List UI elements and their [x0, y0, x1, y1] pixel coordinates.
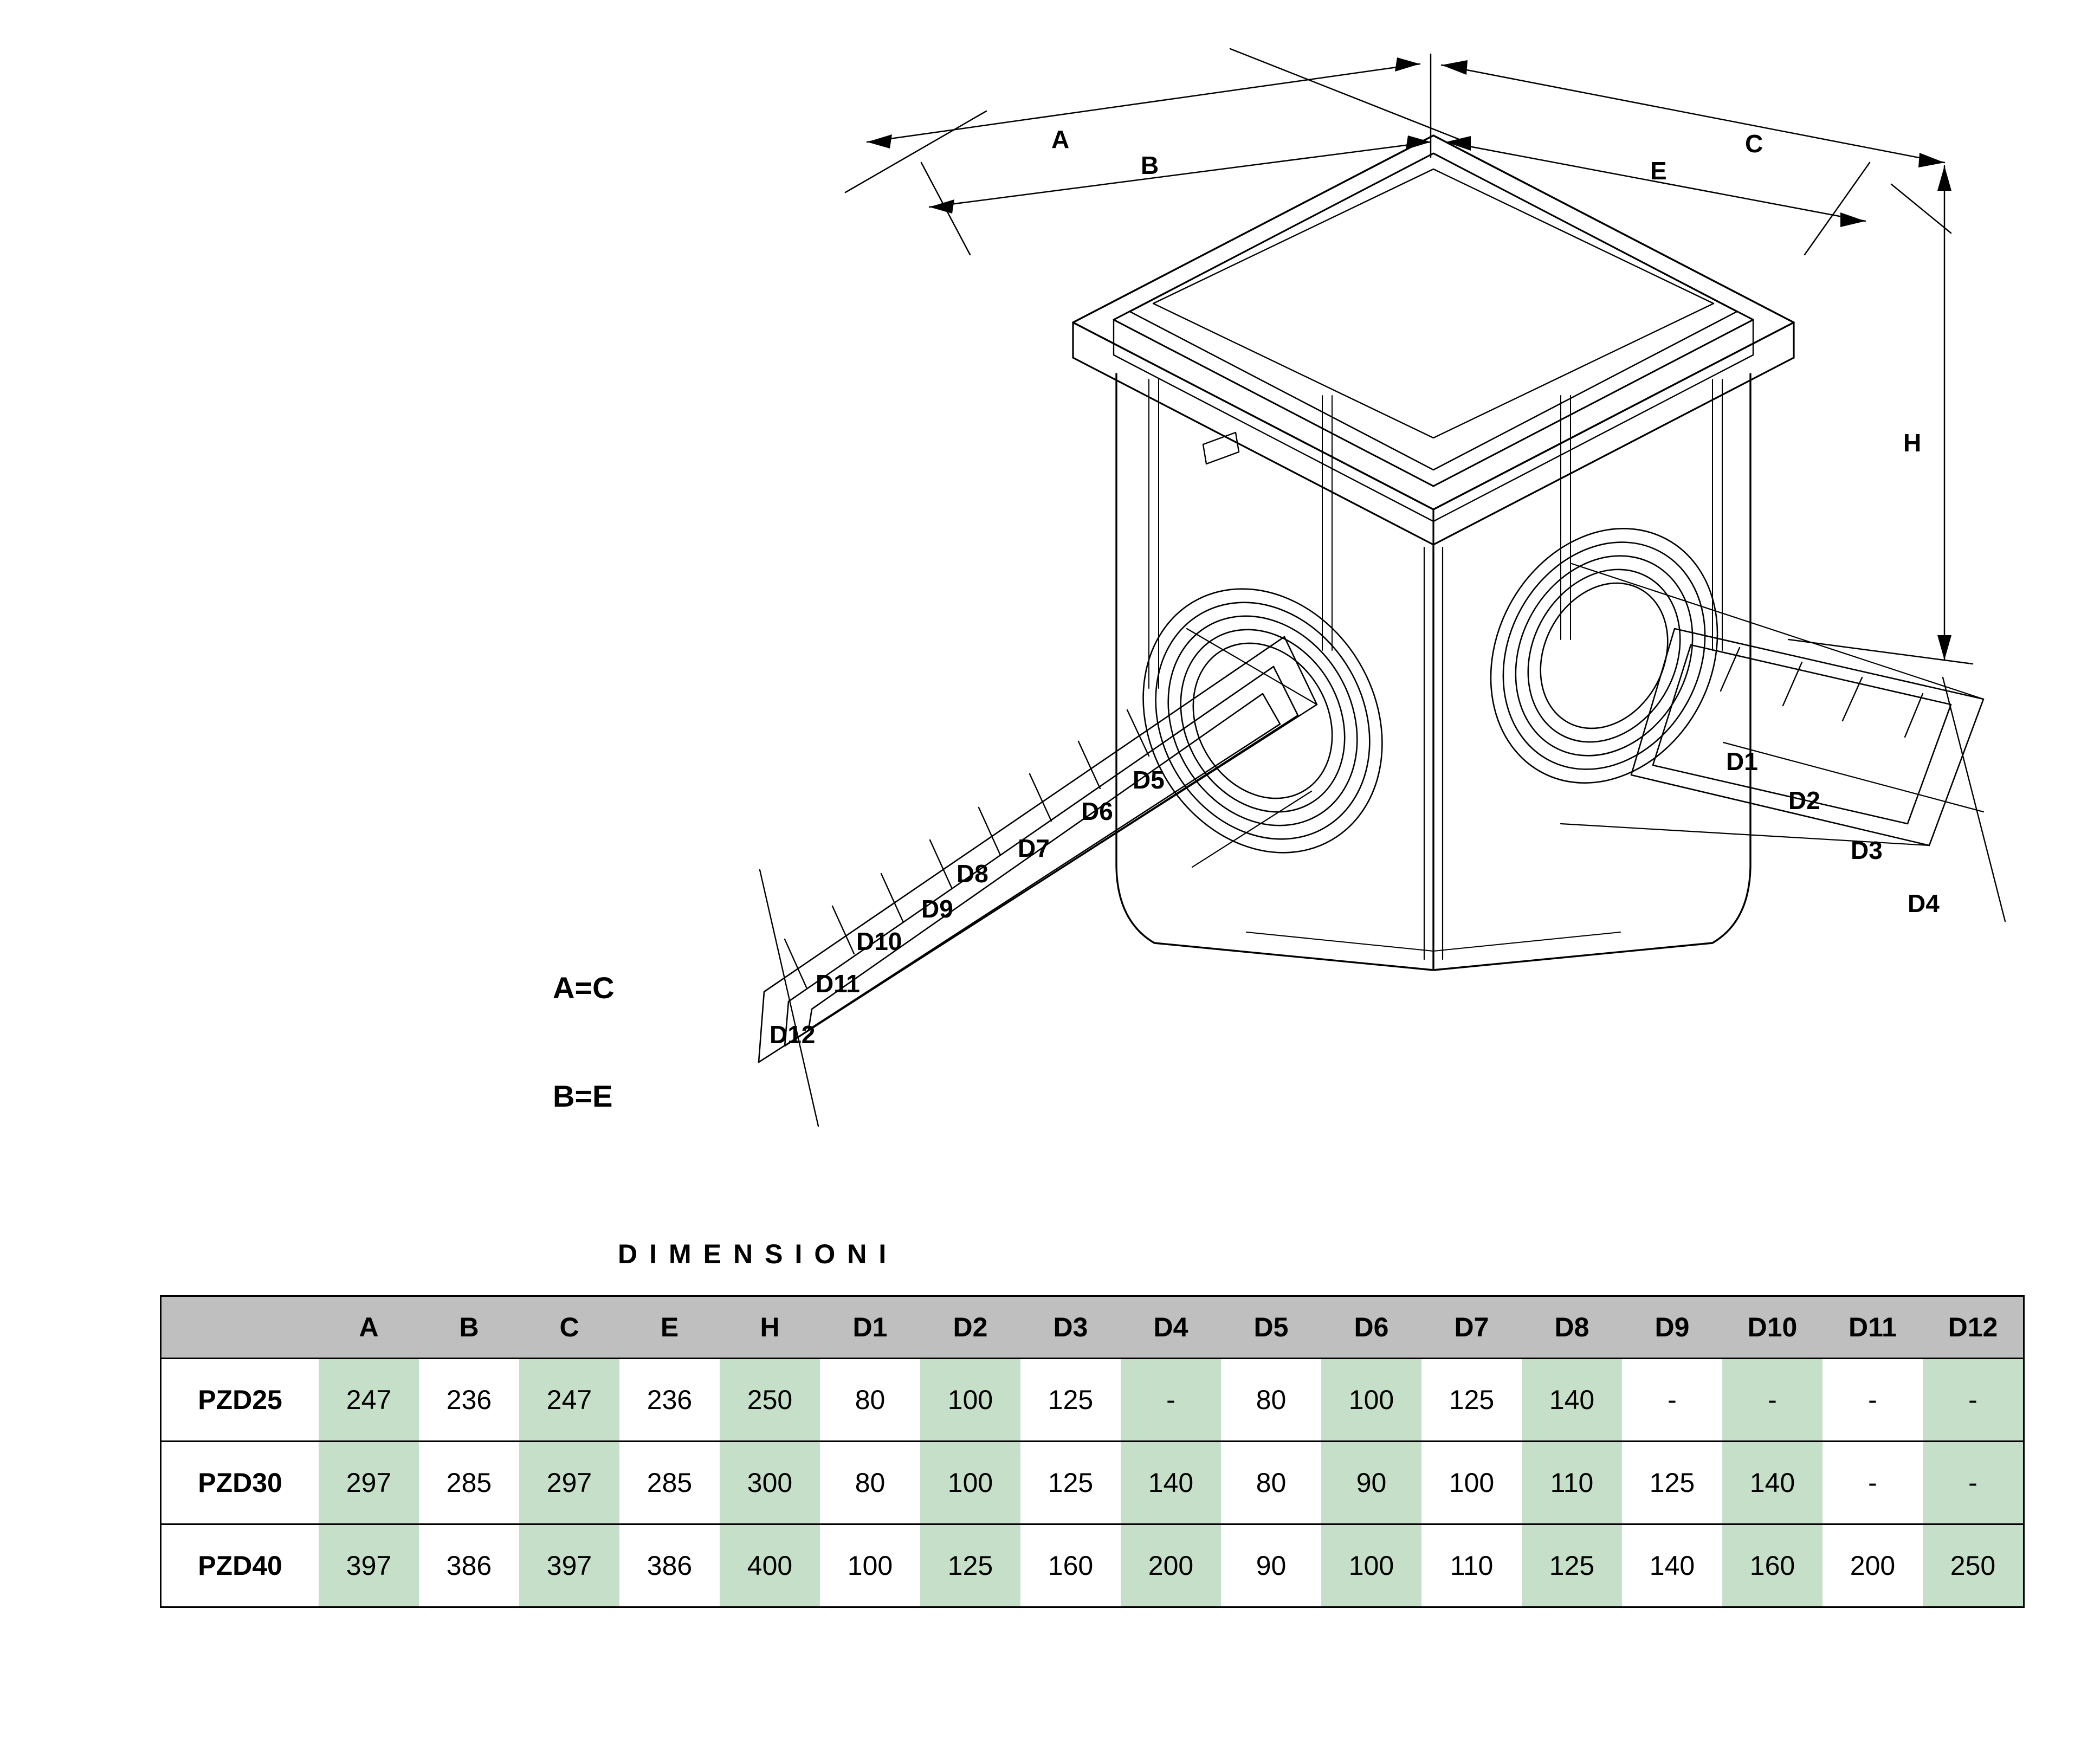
- dim-label-d11: D11: [816, 970, 860, 998]
- dim-label-d1: D1: [1726, 747, 1758, 776]
- dim-label-d12: D12: [770, 1020, 816, 1049]
- cell-pzd30-d12: -: [1923, 1442, 2024, 1524]
- cell-pzd25-d1: 80: [855, 1385, 886, 1415]
- col-header-d9: D9: [1622, 1296, 1722, 1359]
- cell-pzd25-d2: 100: [920, 1359, 1020, 1442]
- cell-pzd25-e: 236: [647, 1385, 693, 1415]
- cell-pzd25-h: 250: [720, 1359, 820, 1442]
- cell-pzd25-b: 236: [446, 1385, 492, 1415]
- dim-label-h: H: [1903, 429, 1922, 457]
- cell-pzd40-d2: 125: [920, 1524, 1020, 1607]
- dim-label-a: A: [1051, 125, 1070, 153]
- dim-label-d2: D2: [1788, 786, 1820, 815]
- cell-pzd25-d9: -: [1668, 1385, 1677, 1415]
- dim-label-d9: D9: [921, 895, 953, 923]
- cell-pzd25-d12: -: [1923, 1359, 2024, 1442]
- cell-pzd30-a: 297: [319, 1442, 419, 1524]
- cell-pzd30-c: 297: [519, 1442, 619, 1524]
- col-header-d8: D8: [1522, 1296, 1622, 1359]
- cell-pzd40-d6: 100: [1321, 1524, 1421, 1607]
- cell-pzd30-d11: -: [1868, 1468, 1877, 1498]
- cell-pzd25-d5: 80: [1256, 1385, 1287, 1415]
- cell-pzd25-c: 247: [519, 1359, 619, 1442]
- col-header-c: C: [519, 1296, 619, 1359]
- cell-pzd30-d1: 80: [855, 1468, 886, 1498]
- cell-pzd40-d9: 140: [1649, 1550, 1695, 1581]
- cell-pzd40-d10: 160: [1722, 1524, 1823, 1607]
- col-header-d3: D3: [1020, 1296, 1121, 1359]
- cell-pzd25-d7: 125: [1449, 1385, 1495, 1415]
- cell-pzd30-d8: 110: [1522, 1442, 1622, 1524]
- cell-pzd25-d4: -: [1121, 1359, 1221, 1442]
- cell-pzd30-d4: 140: [1121, 1442, 1221, 1524]
- table-header-row: [161, 1296, 2024, 1359]
- cell-pzd30-e: 285: [647, 1468, 693, 1498]
- cell-pzd30-d7: 100: [1449, 1468, 1495, 1498]
- row-model-pzd30: PZD30: [161, 1442, 319, 1524]
- col-header-d6: D6: [1321, 1296, 1421, 1359]
- cell-pzd40-a: 397: [319, 1524, 419, 1607]
- col-header-b: B: [419, 1296, 519, 1359]
- cell-pzd25-a: 247: [319, 1359, 419, 1442]
- cell-pzd40-d4: 200: [1121, 1524, 1221, 1607]
- cell-pzd40-d11: 200: [1850, 1550, 1896, 1581]
- col-header-d7: D7: [1421, 1296, 1522, 1359]
- col-header-a: A: [319, 1296, 419, 1359]
- col-header-d4: D4: [1121, 1296, 1221, 1359]
- cell-pzd25-d6: 100: [1321, 1359, 1421, 1442]
- col-header-model: [161, 1296, 319, 1359]
- dimensions-table: [160, 1295, 2025, 1608]
- cell-pzd40-d7: 110: [1450, 1550, 1494, 1581]
- col-header-e: E: [619, 1296, 720, 1359]
- dim-label-d10: D10: [856, 927, 902, 955]
- cell-pzd40-d5: 90: [1256, 1550, 1287, 1581]
- note-b-equals-e: B=E: [553, 1079, 613, 1113]
- col-header-d10: D10: [1722, 1296, 1823, 1359]
- dim-label-d4: D4: [1908, 889, 1940, 917]
- cell-pzd25-d3: 125: [1048, 1385, 1094, 1415]
- cell-pzd25-d11: -: [1868, 1385, 1877, 1415]
- table-row: [161, 1359, 2024, 1442]
- cell-pzd40-d12: 250: [1923, 1524, 2024, 1607]
- note-a-equals-c: A=C: [553, 971, 615, 1005]
- dim-label-d5: D5: [1133, 766, 1165, 794]
- dim-label-d7: D7: [1018, 834, 1050, 862]
- cell-pzd40-e: 386: [647, 1550, 693, 1581]
- cell-pzd30-d3: 125: [1048, 1468, 1094, 1498]
- col-header-d2: D2: [920, 1296, 1020, 1359]
- table-row: [161, 1524, 2024, 1607]
- cell-pzd40-d3: 160: [1048, 1550, 1094, 1581]
- cell-pzd40-c: 397: [519, 1524, 619, 1607]
- cell-pzd40-b: 386: [446, 1550, 492, 1581]
- cell-pzd40-d1: 100: [847, 1550, 893, 1581]
- row-model-pzd25: PZD25: [161, 1359, 319, 1442]
- cell-pzd30-d5: 80: [1256, 1468, 1287, 1498]
- cell-pzd30-d6: 90: [1321, 1442, 1421, 1524]
- dim-label-d3: D3: [1851, 836, 1883, 864]
- dim-label-c: C: [1745, 130, 1763, 158]
- col-header-d12: D12: [1923, 1296, 2024, 1359]
- cell-pzd30-d2: 100: [920, 1442, 1020, 1524]
- col-header-h: H: [720, 1296, 820, 1359]
- dimensions-section: [0, 1209, 2081, 1764]
- table-row: [161, 1442, 2024, 1524]
- dim-label-e: E: [1650, 157, 1667, 185]
- col-header-d5: D5: [1221, 1296, 1321, 1359]
- cell-pzd30-d10: 140: [1722, 1442, 1823, 1524]
- col-header-d1: D1: [820, 1296, 920, 1359]
- cell-pzd40-d8: 125: [1522, 1524, 1622, 1607]
- col-header-d11: D11: [1823, 1296, 1923, 1359]
- dim-label-d8: D8: [957, 860, 988, 888]
- dim-label-d6: D6: [1081, 797, 1113, 825]
- cell-pzd25-d10: -: [1722, 1359, 1823, 1442]
- cell-pzd30-h: 300: [720, 1442, 820, 1524]
- row-model-pzd40: PZD40: [161, 1524, 319, 1607]
- cell-pzd30-d9: 125: [1649, 1468, 1695, 1498]
- cell-pzd40-h: 400: [720, 1524, 820, 1607]
- cell-pzd30-b: 285: [446, 1468, 492, 1498]
- dim-label-b: B: [1141, 151, 1159, 179]
- cell-pzd25-d8: 140: [1522, 1359, 1622, 1442]
- dimensions-title: DIMENSIONI: [618, 1239, 899, 1269]
